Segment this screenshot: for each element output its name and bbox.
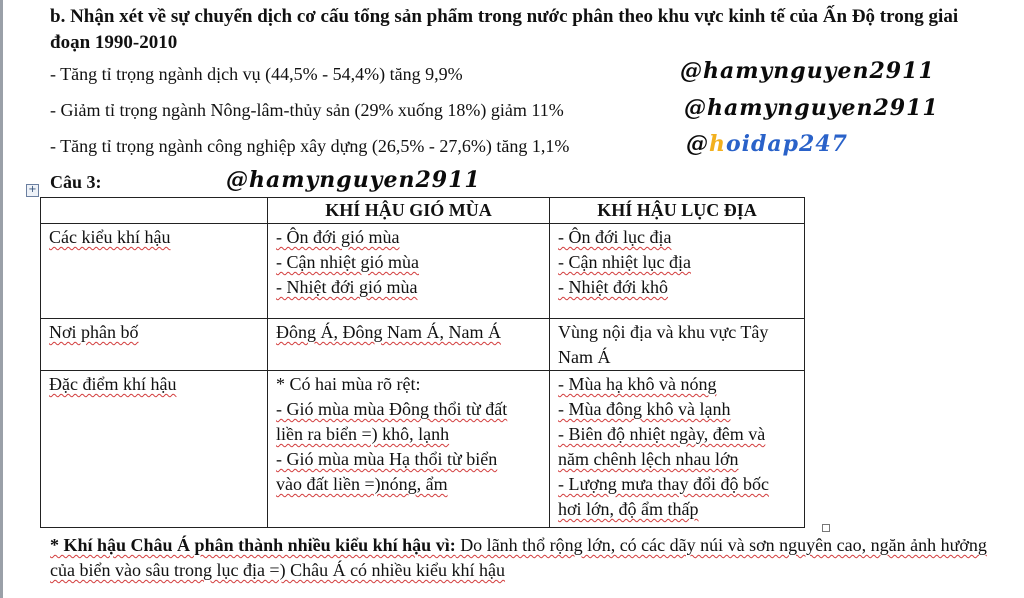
point-service: - Tăng tỉ trọng ngành dịch vụ (44,5% - 54,4%) tăng 9,9% [50,64,463,84]
watermark-at: @ [686,131,709,157]
cell-monsoon-distribution: Đông Á, Đông Nam Á, Nam Á [268,319,550,371]
conclusion-paragraph [50,533,990,583]
question-label: Câu 3: [50,172,102,192]
watermark-2: @hamynguyen2911 [684,95,939,121]
conclusion-body: Do lãnh thổ rộng lớn, có các dãy núi và sơn nguyên cao, ngăn ảnh hưởng của biển vào sâu trong lục địa =) Châu Á có nhiều kiểu khí hậu [50,535,987,580]
left-page-border [0,0,3,598]
row-label-distribution: Nơi phân bố [41,319,268,371]
cell-continental-features: - Mùa hạ khô và nóng - Mùa đông khô và lạnh - Biên độ nhiệt ngày, đêm và năm chênh lệch nhau lớn - Lượng mưa thay đổi độ bốc hơi lớn, độ ẩm thấp [550,371,805,528]
conclusion-lead: * Khí hậu Châu Á phân thành nhiều kiểu khí hậu vì: [50,535,456,555]
watermark-3: @hamynguyen2911 [226,167,481,193]
watermark-hoidap [686,131,848,157]
cell-continental-types: - Ôn đới lục địa - Cận nhiệt lục địa - Nhiệt đới khô [550,224,805,319]
table-row [41,224,805,319]
point-industry: - Tăng tỉ trọng ngành công nghiệp xây dựng (26,5% - 27,6%) tăng 1,1% [50,136,570,156]
table-move-handle-icon[interactable]: + [26,184,39,197]
watermark-rest: oidap247 [726,131,848,157]
watermark-1: @hamynguyen2911 [680,58,935,84]
section-heading: b. Nhận xét về sự chuyển dịch cơ cấu tổng sản phẩm trong nước phân theo khu vực kinh tế của Ấn Độ trong giai đoạn 1990-2010 [50,6,959,53]
row-label-features: Đặc điểm khí hậu [41,371,268,528]
cell-continental-distribution: Vùng nội địa và khu vực Tây Nam Á [550,319,805,371]
climate-table [40,197,805,528]
table-header-row [41,198,805,224]
table-row [41,319,805,371]
header-empty [41,198,268,224]
table-row [41,371,805,528]
row-label-types: Các kiểu khí hậu [41,224,268,319]
cell-monsoon-types: - Ôn đới gió mùa - Cận nhiệt gió mùa - Nhiệt đới gió mùa [268,224,550,319]
table-resize-handle[interactable] [822,524,830,532]
cell-monsoon-features: * Có hai mùa rõ rệt: - Gió mùa mùa Đông thổi từ đất liền ra biển =) khô, lạnh - Gió mùa mùa Hạ thổi từ biển vào đất liền =)nóng, ẩm [268,371,550,528]
watermark-h: h [709,131,726,157]
point-agriculture: - Giảm tỉ trọng ngành Nông-lâm-thủy sản (29% xuống 18%) giảm 11% [50,100,564,120]
header-continental: KHÍ HẬU LỤC ĐỊA [550,198,805,224]
header-monsoon: KHÍ HẬU GIÓ MÙA [268,198,550,224]
